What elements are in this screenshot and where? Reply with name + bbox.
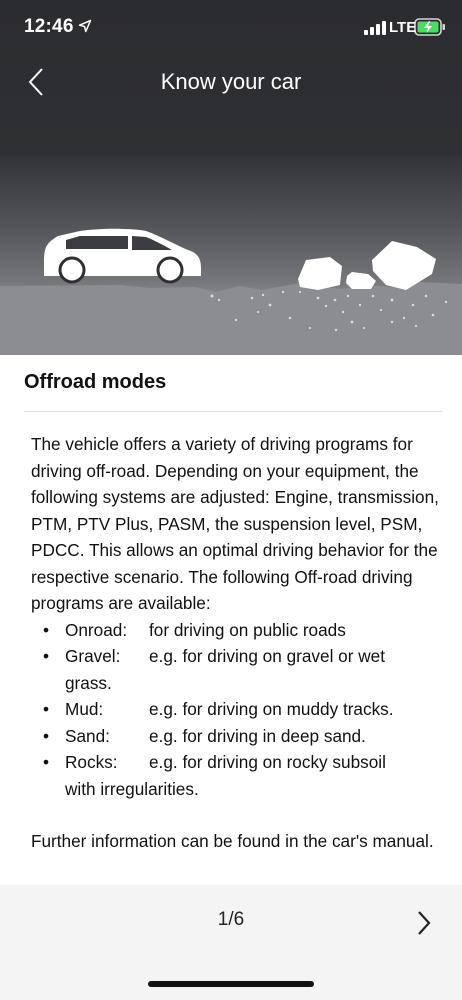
mode-description: e.g. for driving on rocky subsoil [149,752,386,772]
mode-description: e.g. for driving in deep sand. [149,725,366,746]
network-type: LTE [389,19,417,36]
list-item-continuation [31,670,441,697]
divider [24,411,442,412]
body-text [31,431,441,855]
list-item [31,696,441,723]
mode-description: e.g. for driving on muddy tracks. [149,699,394,719]
intro-paragraph: The vehicle offers a variety of driving programs for driving off-road. Depending on your equipment, the following systems are adjusted: Engine, transmission, PTM, PTV Plus, PASM, the suspension level, PSM, PDCC. This allows an optimal driving behavior for the respective scenario. The following Off-road driving programs are available: [31,434,439,613]
bullet: • [43,619,50,640]
nav-bar [0,56,462,108]
modes-list [31,617,441,803]
list-item [31,749,441,776]
list-item [31,643,441,670]
list-item [31,723,441,750]
hero-header [0,0,462,355]
status-bar [0,0,462,56]
mode-name: Gravel: [65,646,121,666]
home-indicator[interactable] [148,981,314,987]
chevron-right-icon [416,910,432,936]
mode-description: e.g. for driving on gravel or wet [149,646,385,666]
mode-name: Mud: [65,699,104,719]
list-item-continuation [31,776,441,803]
bullet: • [43,646,50,666]
mode-description-continuation: grass. [65,672,112,693]
bullet: • [43,725,50,746]
section-title: Offroad modes [24,371,167,393]
mode-name: Rocks: [65,752,118,772]
signal-icon [364,21,386,35]
mode-description: for driving on public roads [149,619,346,640]
further-info: Further information can be found in the car's manual. [31,831,434,851]
mode-description-continuation: with irregularities. [65,778,199,799]
mode-name: Sand: [65,725,110,746]
mode-name: Onroad: [65,619,128,640]
list-item [31,617,441,644]
page-indicator: 1/6 [217,909,245,930]
bullet: • [43,752,50,772]
status-time: 12:46 [24,16,74,37]
content-area [0,355,462,885]
location-arrow-icon [78,19,92,33]
next-button[interactable] [404,903,444,943]
page-title: Know your car [160,69,302,94]
battery-charging-icon [414,18,446,36]
bullet: • [43,699,50,719]
